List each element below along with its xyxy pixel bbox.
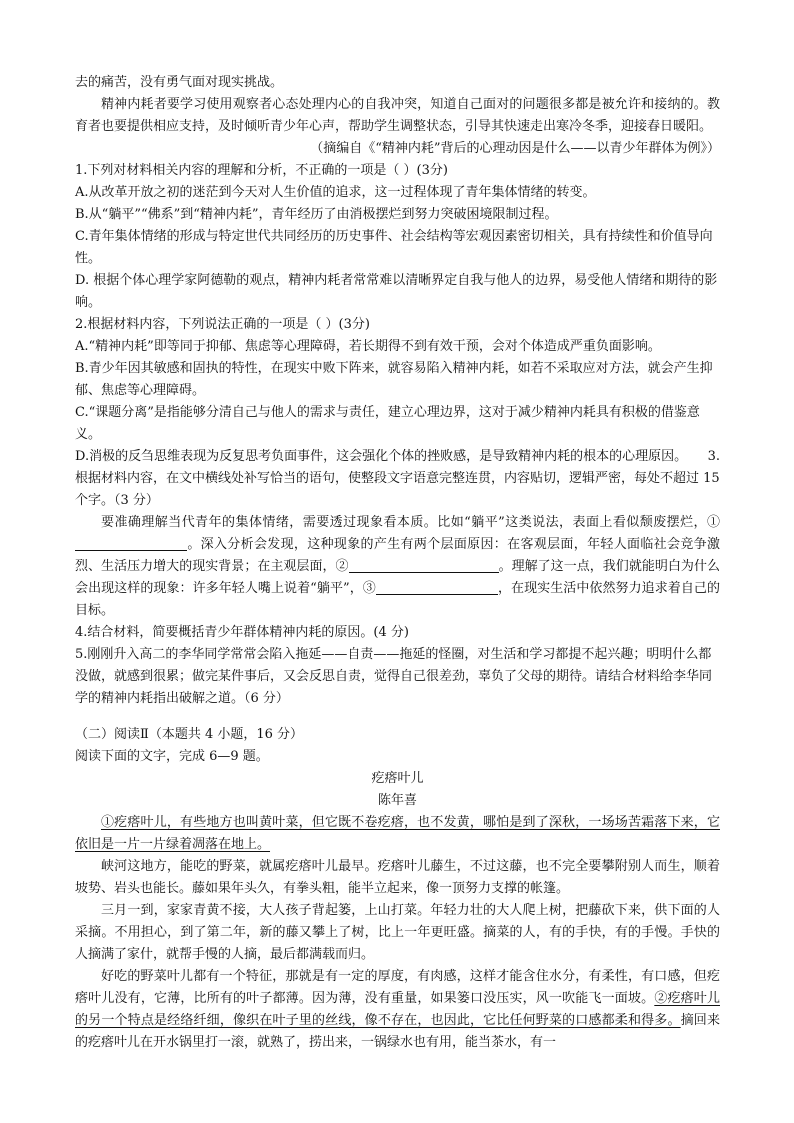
question-2-option-a: A.“精神内耗”即等同于抑郁、焦虑等心理障碍，若长期得不到有效干预，会对个体造成严重负面影响。	[75, 339, 661, 354]
question-3-number: 3.	[707, 449, 720, 464]
passage-part-a: 要准确理解当代青年的集体情绪，需要透过现象看本质。比如“躺平”这类说法，表面上看似颓废摆烂，①	[101, 515, 720, 530]
question-4-stem: 4.结合材料，简要概括青少年群体精神内耗的原因。(4 分)	[75, 625, 409, 640]
question-5-stem: 5.刚刚升入高二的李华同学常常会陷入拖延——自责——拖延的怪圈，对生活和学习都提不起兴趣；明明什么都没做，就感到很累；做完某件事后，又会反思自责，觉得自己很差劲，辜负了父母的期待。请结合材料给李华同学的精神内耗指出破解之道。（6 分）	[75, 647, 713, 706]
article-paragraph-4	[75, 966, 720, 1054]
underlined-sentence-2: ②疙瘩叶儿的另一个特点是经络纤细，像织在叶子里的丝线，像不存在，也因此，它比任何野菜的口感都柔和得多。	[75, 991, 720, 1028]
article-author: 陈年喜	[377, 793, 417, 808]
material-text-end: 去的痛苦，没有勇气面对现实挑战。	[75, 75, 284, 90]
article-paragraph-1	[75, 812, 720, 856]
question-1-stem: 1.下列对材料相关内容的理解和分析，不正确的一项是（ ）(3分)	[75, 163, 448, 178]
article-title: 疙瘩叶儿	[371, 771, 424, 786]
section-2-heading: （二）阅读Ⅱ（本题共 4 小题，16 分）	[75, 727, 304, 742]
question-1-option-c: C.青年集体情绪的形成与特定世代共同经历的历史事件、社会结构等宏观因素密切相关，具有持续性和价值导向性。	[75, 229, 713, 266]
paragraph-4-text-a: 好吃的野菜叶儿都有一个特征，那就是有一定的厚度，有肉感，这样才能含住水分，有柔性，有口感，但疙瘩叶儿没有，它薄，比所有的叶子都薄。因为薄，没有重量，如果篓口没压实，风一吹能飞一面坡。	[75, 969, 720, 1006]
underlined-sentence-1: ①疙瘩叶儿，有些地方也叫黄叶菜，但它既不卷疙瘩，也不发黄，哪怕是到了深秋，一场场苦霜落下来，它依旧是一片一片绿着凋落在地上。	[75, 815, 720, 852]
question-1-option-a: A.从改革开放之初的迷茫到今天对人生价值的追求，这一过程体现了青年集体情绪的转变。	[75, 185, 596, 200]
article-paragraph-3: 三月一到，家家青黄不接，大人孩子背起篓，上山打菜。年轻力壮的大人爬上树，把藤砍下来，供下面的人采摘。不用担心，到了第二年，新的藤又攀上了树，比上一年更旺盛。摘菜的人，有的手快，有的手慢。手快的人摘满了家什，就帮手慢的人摘，最后都满载而归。	[75, 903, 720, 962]
document-page	[75, 72, 720, 1054]
answer-blank-3[interactable]	[376, 578, 498, 595]
question-3-passage	[75, 512, 720, 622]
passage-part-d: ，在现实生活中依然努力追求着自己的目标。	[75, 581, 720, 618]
paragraph-4-text-b: 摘回来的疙瘩叶儿在开水锅里打一滚，就熟了，捞出来，一锅绿水也有用，能当茶水，有一	[75, 1013, 720, 1050]
question-3-stem: 根据材料内容，在文中横线处补写恰当的语句，使整段文字语意完整连贯，内容贴切，逻辑严密，每处不超过 15 个字。（3 分）	[75, 471, 720, 508]
passage-part-c: 。理解了这一点，我们就能明白为什么会出现这样的现象：许多年轻人嘴上说着“躺平”，③	[75, 559, 720, 596]
question-1-option-b: B.从“躺平”“佛系”到“精神内耗”，青年经历了由消极摆烂到努力突破困境限制过程。	[75, 207, 558, 222]
question-2-option-d	[75, 446, 720, 468]
question-2-stem: 2.根据材料内容，下列说法正确的一项是（ ）(3分)	[75, 317, 370, 332]
question-1-option-d: D. 根据个体心理学家阿德勒的观点，精神内耗者常常难以清晰界定自我与他人的边界，易受他人情绪和期待的影响。	[75, 273, 718, 310]
answer-blank-2[interactable]	[349, 556, 499, 573]
section-2-instruction: 阅读下面的文字，完成 6—9 题。	[75, 749, 269, 764]
answer-blank-1[interactable]	[75, 534, 187, 551]
article-paragraph-2: 峡河这地方，能吃的野菜，就属疙瘩叶儿最早。疙瘩叶儿藤生，不过这藤，也不完全要攀附别人而生，顺着坡势、岩头也能长。藤如果年头久，有拳头粗，能半立起来，像一顶努力支撑的帐篷。	[75, 859, 720, 896]
question-2-option-d-text: D.消极的反刍思维表现为反复思考负面事件，这会强化个体的挫败感，是导致精神内耗的根本的心理原因。	[75, 449, 688, 464]
question-2-option-c: C.“课题分离”是指能够分清自己与他人的需求与责任，建立心理边界，这对于减少精神内耗具有积极的借鉴意义。	[75, 405, 700, 442]
material-paragraph: 精神内耗者要学习使用观察者心态处理内心的自我冲突，知道自己面对的问题很多都是被允许和接纳的。教育者也要提供相应支持，及时倾听青少年心声，帮助学生调整状态，引导其快速走出寒冷冬季，迎接春日暖阳。	[75, 97, 720, 134]
question-2-option-b: B.青少年因其敏感和固执的特性，在现实中败下阵来，就容易陷入精神内耗，如若不采取应对方法，就会产生抑郁、焦虑等心理障碍。	[75, 361, 713, 398]
material-source: （摘编自《“精神内耗”背后的心理动因是什么——以青少年群体为例》）	[310, 141, 720, 156]
passage-part-b: 。深入分析会发现，这种现象的产生有两个层面原因：在客观层面，年轻人面临社会竞争激烈、生活压力增大的现实背景；在主观层面，②	[75, 537, 720, 574]
